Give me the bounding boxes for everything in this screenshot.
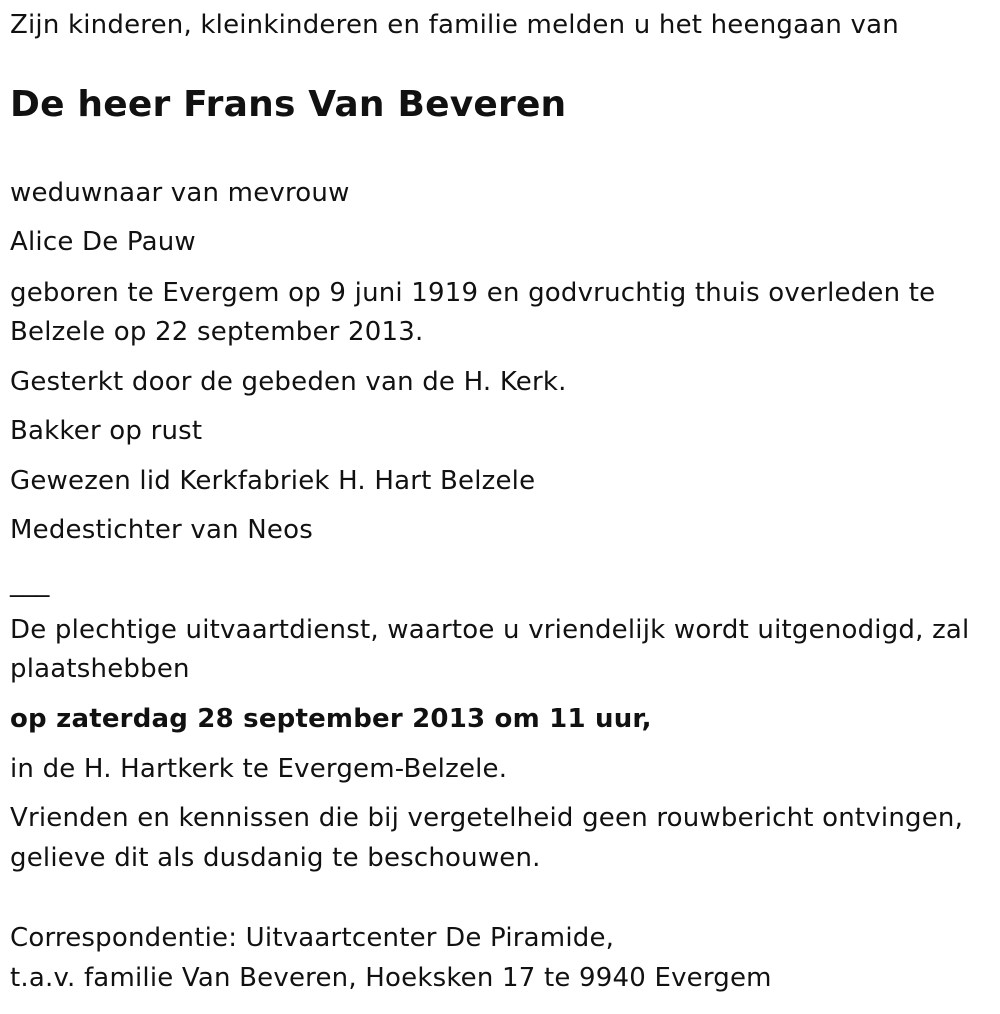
notice-line-1: Vrienden en kennissen die bij vergetelheid geen rouwbericht ontvingen, bbox=[10, 803, 964, 833]
service-line-1: De plechtige uitvaartdienst, waartoe u vriendelijk wordt uitgenodigd, zal bbox=[10, 615, 970, 645]
birth-death-line-2: Belzele op 22 september 2013. bbox=[10, 317, 424, 347]
deceased-name: De heer Frans Van Beveren bbox=[10, 84, 567, 125]
role-kerkfabriek: Gewezen lid Kerkfabriek H. Hart Belzele bbox=[10, 466, 536, 496]
role-neos: Medestichter van Neos bbox=[10, 515, 313, 545]
notice-line-2: gelieve dit als dusdanig te beschouwen. bbox=[10, 843, 541, 873]
correspondence-line-1: Correspondentie: Uitvaartcenter De Piramide, bbox=[10, 923, 615, 953]
birth-death-line-1: geboren te Evergem op 9 juni 1919 en godvruchtig thuis overleden te bbox=[10, 278, 936, 308]
intro-text: Zijn kinderen, kleinkinderen en familie melden u het heengaan van bbox=[10, 10, 899, 40]
spouse-name: Alice De Pauw bbox=[10, 227, 196, 257]
service-line-2: plaatshebben bbox=[10, 654, 190, 684]
occupation-text: Bakker op rust bbox=[10, 416, 203, 446]
correspondence-line-2: t.a.v. familie Van Beveren, Hoeksken 17 te 9940 Evergem bbox=[10, 963, 772, 993]
service-date: op zaterdag 28 september 2013 om 11 uur, bbox=[10, 704, 652, 734]
sacraments-text: Gesterkt door de gebeden van de H. Kerk. bbox=[10, 367, 567, 397]
service-place: in de H. Hartkerk te Evergem-Belzele. bbox=[10, 754, 508, 784]
separator: ___ bbox=[10, 568, 50, 598]
widower-text: weduwnaar van mevrouw bbox=[10, 178, 350, 208]
